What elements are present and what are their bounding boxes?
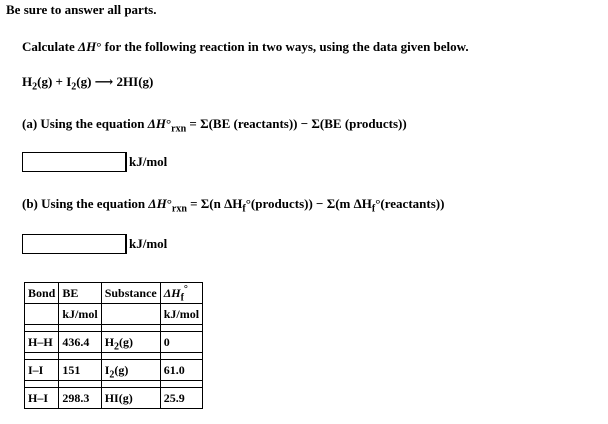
part-a-prompt: (a) Using the equation $\Delta H^\circ_{rxn} = \Sigma(BE$ (reactants)) − Σ(BE (products)) bbox=[22, 116, 407, 135]
substance-header: Substance bbox=[101, 283, 160, 304]
prompt-post: ° for the following reaction in two ways, using the data given below. bbox=[96, 39, 469, 54]
part-a-answer-input[interactable] bbox=[22, 152, 126, 172]
dhf-header: $\Delta H_f^\circ$ bbox=[160, 283, 202, 304]
part-b-unit: kJ/mol bbox=[126, 234, 167, 254]
bond-header: Bond bbox=[25, 283, 59, 304]
instruction-text: Be sure to answer all parts. bbox=[6, 2, 157, 17]
part-a-unit: kJ/mol bbox=[126, 152, 167, 172]
table-row: I–I 151 $I_2(g)$ 61.0 bbox=[25, 360, 203, 381]
prompt-dh: ΔH bbox=[77, 39, 97, 54]
part-b-answer-input[interactable] bbox=[22, 234, 126, 254]
be-unit: kJ/mol bbox=[59, 304, 101, 325]
table-unit-row bbox=[25, 304, 203, 325]
table-row: H–I 298.3 HI(g) 25.9 bbox=[25, 388, 203, 409]
be-header: BE bbox=[59, 283, 101, 304]
table-row: H–H 436.4 $H_2(g)$ 0 bbox=[25, 332, 203, 353]
question-prompt bbox=[22, 39, 469, 55]
table-header-row bbox=[25, 283, 203, 304]
part-b-prompt: (b) Using the equation $\Delta H^\circ_{rxn} = \Sigma(n$ $\Delta H_f^\circ(products)) - \Sigma(m$ $\Delta H_f^\circ(reactants)$) bbox=[22, 196, 445, 215]
reaction-equation: $H_2(g) + I_2(g)$ ⟶ 2HI(g) bbox=[22, 74, 154, 93]
data-table bbox=[24, 282, 203, 409]
prompt-pre: Calculate bbox=[22, 39, 78, 54]
dhf-unit: kJ/mol bbox=[160, 304, 202, 325]
